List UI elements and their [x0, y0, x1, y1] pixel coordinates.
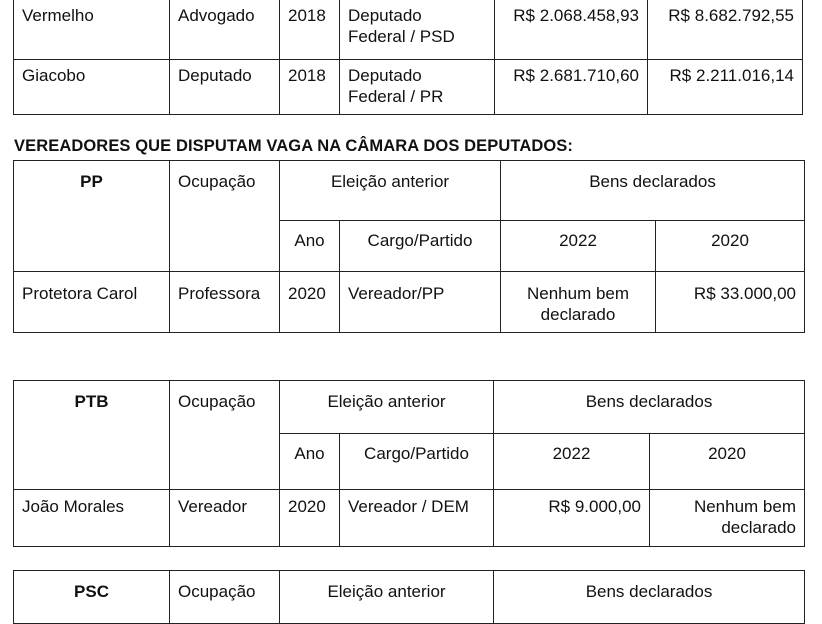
declared-assets-header: Bens declarados [501, 161, 805, 221]
table-row [14, 0, 803, 60]
year-2022-header: 2022 [501, 221, 656, 272]
candidate-name: Vermelho [14, 0, 170, 60]
office-party [340, 0, 495, 60]
assets-2020: R$ 2.211.016,14 [648, 60, 803, 115]
candidate-name: João Morales [14, 490, 170, 547]
assets-line: Nenhum bem [526, 284, 630, 303]
election-year: 2020 [280, 272, 340, 333]
assets-2020: R$ 8.682.792,55 [648, 0, 803, 60]
psc-table [13, 570, 805, 624]
party-line: Federal / PSD [348, 27, 455, 46]
office-line: Deputado [348, 6, 422, 25]
occupation: Professora [170, 272, 280, 333]
office-line: Deputado [348, 66, 422, 85]
candidate-name: Protetora Carol [14, 272, 170, 333]
table-row [14, 60, 803, 115]
assets-2020: R$ 33.000,00 [656, 272, 805, 333]
office-party-header: Cargo/Partido [340, 434, 494, 490]
header-row [14, 571, 805, 624]
deputados-table [13, 0, 803, 115]
year-2020-header: 2020 [656, 221, 805, 272]
section-title: VEREADORES QUE DISPUTAM VAGA NA CÂMARA DOS DEPUTADOS: [14, 137, 573, 155]
occupation-header: Ocupação [170, 161, 280, 272]
table-row [14, 490, 805, 547]
office-party: Vereador/PP [340, 272, 501, 333]
header-row [14, 161, 805, 221]
pp-table [13, 160, 805, 333]
party-header: PTB [14, 381, 170, 490]
header-row [14, 381, 805, 434]
assets-2020 [650, 490, 805, 547]
previous-election-header: Eleição anterior [280, 381, 494, 434]
party-line: Federal / PR [348, 87, 444, 106]
office-party: Vereador / DEM [340, 490, 494, 547]
election-year: 2018 [280, 60, 340, 115]
occupation-header: Ocupação [170, 571, 280, 624]
assets-line: Nenhum bem [693, 497, 797, 516]
party-header: PP [14, 161, 170, 272]
office-party [340, 60, 495, 115]
assets-line: declarado [540, 305, 616, 324]
occupation-header: Ocupação [170, 381, 280, 490]
year-2022-header: 2022 [494, 434, 650, 490]
candidate-name: Giacobo [14, 60, 170, 115]
year-header: Ano [280, 434, 340, 490]
assets-2022 [501, 272, 656, 333]
election-year: 2018 [280, 0, 340, 60]
previous-election-header: Eleição anterior [280, 571, 494, 624]
year-2020-header: 2020 [650, 434, 805, 490]
declared-assets-header: Bens declarados [494, 571, 805, 624]
party-header: PSC [14, 571, 170, 624]
assets-line: declarado [721, 518, 797, 537]
assets-2022: R$ 2.681.710,60 [495, 60, 648, 115]
declared-assets-header: Bens declarados [494, 381, 805, 434]
election-year: 2020 [280, 490, 340, 547]
assets-2022: R$ 2.068.458,93 [495, 0, 648, 60]
table-row [14, 272, 805, 333]
ptb-table [13, 380, 805, 547]
assets-2022: R$ 9.000,00 [494, 490, 650, 547]
previous-election-header: Eleição anterior [280, 161, 501, 221]
year-header: Ano [280, 221, 340, 272]
occupation: Vereador [170, 490, 280, 547]
office-party-header: Cargo/Partido [340, 221, 501, 272]
occupation: Advogado [170, 0, 280, 60]
occupation: Deputado [170, 60, 280, 115]
